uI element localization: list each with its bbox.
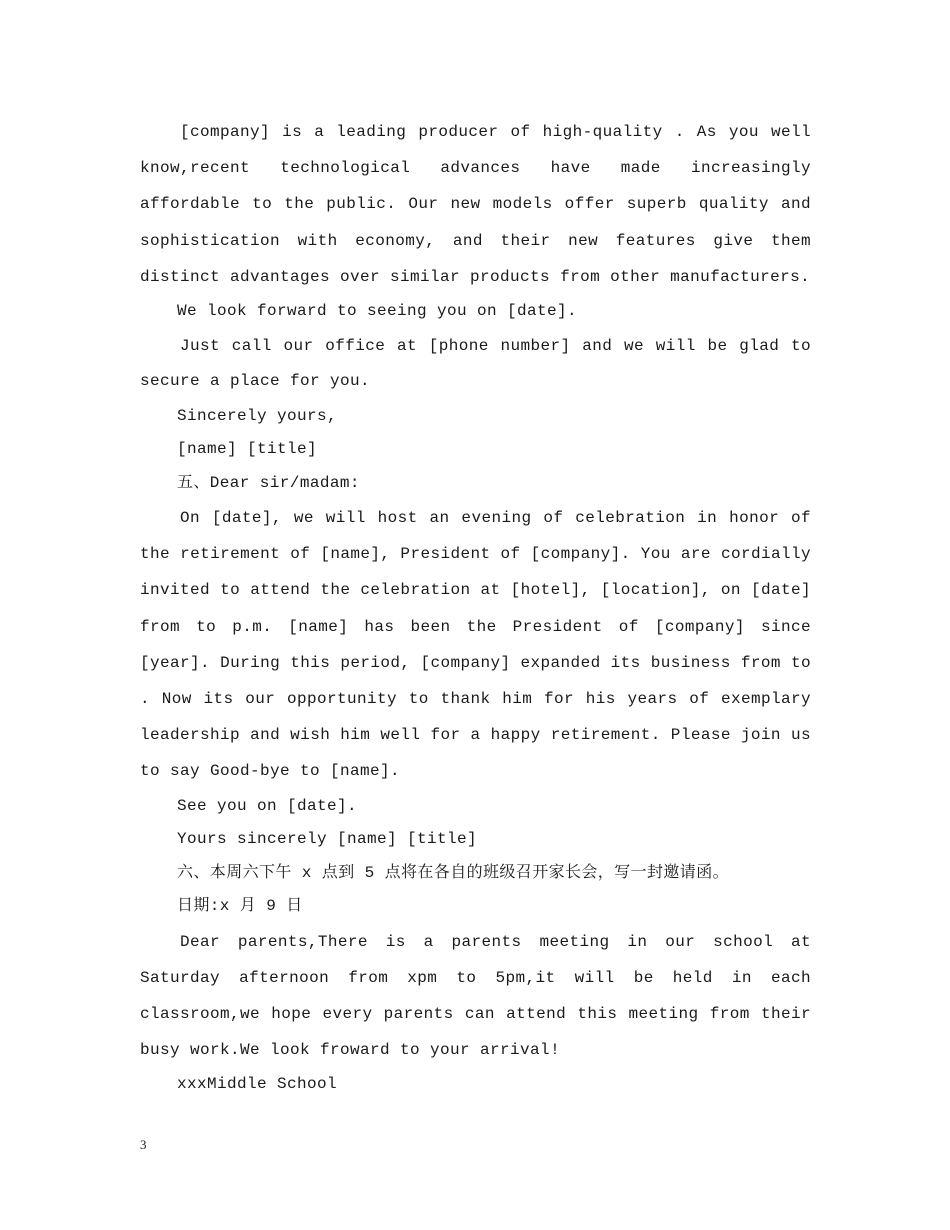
paragraph-parents-meeting: Dear parents,There is a parents meeting in our school at Saturday afternoon from xpm to 5pm,it will be held in each classroom,we hope every parents can attend this meeting from their busy work.We look froward to your arrival! xyxy=(140,932,811,1060)
line-yours-sincerely: Yours sincerely [name] [title] xyxy=(177,830,478,849)
line-look-forward: We look forward to seeing you on [date]. xyxy=(177,302,578,321)
line-see-you: See you on [date]. xyxy=(177,796,358,815)
paragraph-company-intro: [company] is a leading producer of high-quality . As you well know,recent technological advances have made increasingly affordable to the public. Our new models offer superb quality and sophistication with economy, and their new features give them distinct advantages over similar products from other manufacturers. xyxy=(140,123,811,286)
line-sincerely-yours: Sincerely yours, xyxy=(177,406,338,425)
paragraph-retirement-celebration: On [date], we will host an evening of celebration in honor of the retirement of [name], President of [company]. You are cordially invited to attend the celebration at [hotel], [location], on [date] from to p.m. [name] has been the President of [company] since [year]. During this period, [company] expanded its business from to . Now its our opportunity to thank him for his years of exemplary leadership and wish him well for a happy retirement. Please join us to say Good-bye to [name]. xyxy=(140,509,811,781)
line-task-chinese: 六、本周六下午 x 点到 5 点将在各自的班级召开家长会，写一封邀请函。 xyxy=(177,863,730,882)
page-number: 3 xyxy=(140,1137,147,1152)
document-body xyxy=(140,114,811,1102)
line-dear-sir-madam: 五、Dear sir/madam: xyxy=(177,473,360,492)
line-school-signature: xxxMiddle School xyxy=(177,1075,338,1094)
line-date-chinese: 日期:x 月 9 日 xyxy=(177,897,303,916)
line-name-title: [name] [title] xyxy=(177,440,318,459)
paragraph-call-office: Just call our office at [phone number] and we will be glad to secure a place for you. xyxy=(140,336,811,391)
